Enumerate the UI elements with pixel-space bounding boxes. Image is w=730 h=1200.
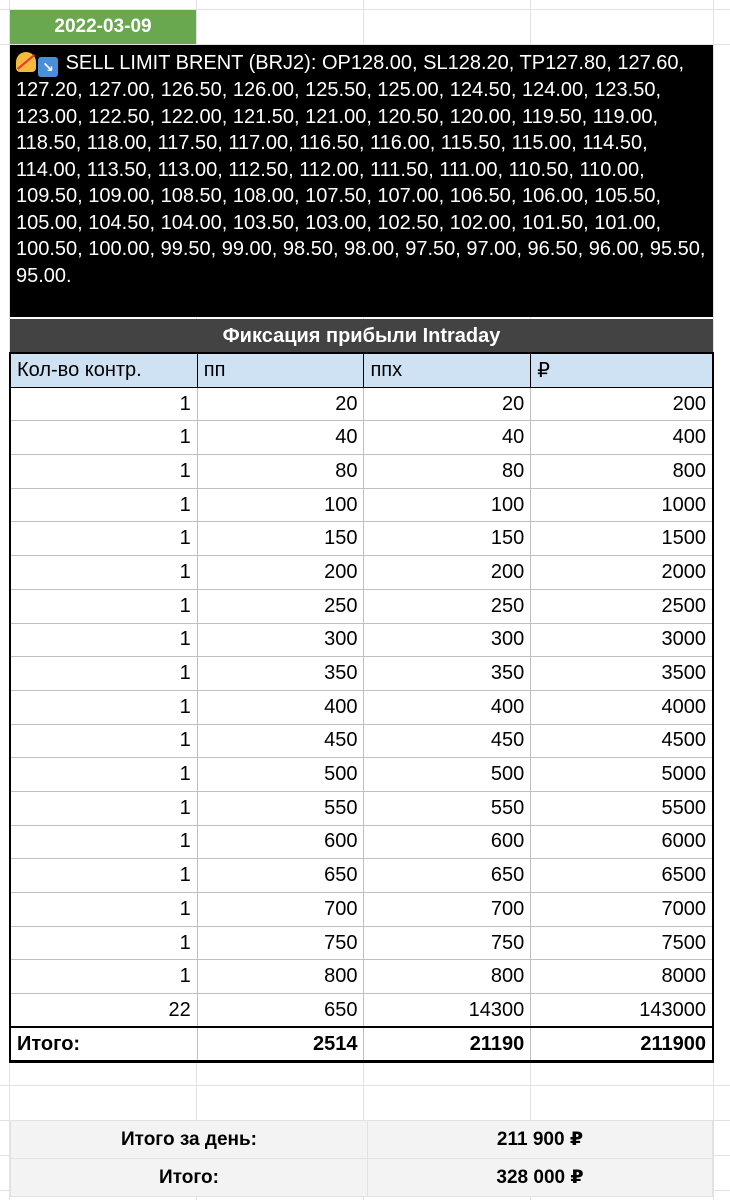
cell-contracts[interactable]: 1	[11, 589, 198, 623]
table-row	[11, 960, 713, 994]
cell-ppx[interactable]: 550	[364, 791, 531, 825]
cell-pp[interactable]: 20	[197, 387, 364, 421]
cell-ppx[interactable]: 800	[364, 960, 531, 994]
cell-ppx[interactable]: 400	[364, 690, 531, 724]
header-rub[interactable]: ₽	[531, 354, 713, 388]
cell-contracts[interactable]: 1	[11, 690, 198, 724]
total-ppx[interactable]: 21190	[364, 1027, 531, 1061]
table-row	[11, 994, 713, 1028]
cell-ppx[interactable]: 600	[364, 825, 531, 859]
cell-pp[interactable]: 800	[197, 960, 364, 994]
total-label[interactable]: Итого:	[11, 1027, 198, 1061]
cell-pp[interactable]: 40	[197, 421, 364, 455]
cell-rub[interactable]: 2500	[531, 589, 713, 623]
table-row	[11, 859, 713, 893]
cell-pp[interactable]: 200	[197, 556, 364, 590]
cell-rub[interactable]: 6500	[531, 859, 713, 893]
cell-rub[interactable]: 3000	[531, 623, 713, 657]
table-row	[11, 455, 713, 489]
cell-ppx[interactable]: 80	[364, 455, 531, 489]
cell-rub[interactable]: 7000	[531, 893, 713, 927]
cell-contracts[interactable]: 1	[11, 522, 198, 556]
day-total-label[interactable]: Итого за день:	[11, 1121, 368, 1159]
signal-header: SELL LIMIT BRENT (BRJ2):	[65, 52, 317, 74]
cell-pp[interactable]: 250	[197, 589, 364, 623]
cell-rub[interactable]: 1000	[531, 488, 713, 522]
header-contracts[interactable]: Кол-во контр.	[11, 354, 198, 388]
table-row	[11, 522, 713, 556]
table-row	[11, 556, 713, 590]
cell-ppx[interactable]: 150	[364, 522, 531, 556]
cell-rub[interactable]: 3500	[531, 657, 713, 691]
cell-contracts[interactable]: 1	[11, 791, 198, 825]
cell-pp[interactable]: 500	[197, 758, 364, 792]
cell-contracts[interactable]: 1	[11, 724, 198, 758]
summary-table	[10, 1120, 713, 1197]
cell-pp[interactable]: 400	[197, 690, 364, 724]
cell-pp[interactable]: 80	[197, 455, 364, 489]
cell-contracts[interactable]: 1	[11, 623, 198, 657]
cell-contracts[interactable]: 1	[11, 657, 198, 691]
signal-levels: OP128.00, SL128.20, TP127.80, 127.60, 127.20, 127.00, 126.50, 126.00, 125.50, 125.00, 124.50, 124.00, 123.50, 123.00, 122.50, 122.00, 121.50, 121.00, 120.50, 120.00, 119.50, 119.00, 118.50, 118.00, 117.50, 117.00, 116.50, 116.00, 115.50, 115.00, 114.50, 114.00, 113.50, 113.00, 112.50, 112.00, 111.50, 111.00, 110.50, 110.00, 109.50, 109.00, 108.50, 108.00, 107.50, 107.00, 106.50, 106.00, 105.50, 105.00, 104.50, 104.00, 103.50, 103.00, 102.50, 102.00, 101.50, 101.00, 100.50, 100.00, 99.50, 99.00, 98.50, 98.00, 97.50, 97.00, 96.50, 96.00, 95.50, 95.00.	[16, 52, 706, 287]
cell-contracts[interactable]: 1	[11, 758, 198, 792]
table-row	[11, 421, 713, 455]
table-row	[11, 758, 713, 792]
total-row	[11, 1027, 713, 1061]
total-pp[interactable]: 2514	[197, 1027, 364, 1061]
cell-pp[interactable]: 450	[197, 724, 364, 758]
cell-rub[interactable]: 7500	[531, 926, 713, 960]
day-total-row	[11, 1121, 713, 1159]
cell-ppx[interactable]: 200	[364, 556, 531, 590]
cell-pp[interactable]: 150	[197, 522, 364, 556]
down-right-arrow-icon: ↘	[38, 57, 58, 77]
cell-rub[interactable]: 400	[531, 421, 713, 455]
cell-ppx[interactable]: 450	[364, 724, 531, 758]
table-row	[11, 387, 713, 421]
section-title[interactable]: Фиксация прибыли Intraday	[10, 319, 713, 353]
cell-contracts[interactable]: 1	[11, 825, 198, 859]
cell-pp[interactable]: 650	[197, 859, 364, 893]
cell-ppx[interactable]: 40	[364, 421, 531, 455]
cell-rub[interactable]: 4500	[531, 724, 713, 758]
table-row	[11, 488, 713, 522]
bell-off-icon	[16, 52, 36, 72]
grand-total-row	[11, 1159, 713, 1197]
cell-contracts[interactable]: 1	[11, 488, 198, 522]
total-rub[interactable]: 211900	[531, 1027, 713, 1061]
cell-rub[interactable]: 5500	[531, 791, 713, 825]
cell-ppx[interactable]: 650	[364, 859, 531, 893]
cell-contracts[interactable]: 1	[11, 556, 198, 590]
cell-pp[interactable]: 550	[197, 791, 364, 825]
cell-rub[interactable]: 8000	[531, 960, 713, 994]
table-row	[11, 657, 713, 691]
cell-contracts[interactable]: 1	[11, 960, 198, 994]
cell-contracts[interactable]: 1	[11, 421, 198, 455]
header-ppx[interactable]: ппх	[364, 354, 531, 388]
cell-pp[interactable]: 650	[197, 994, 364, 1028]
table-row	[11, 825, 713, 859]
cell-ppx[interactable]: 750	[364, 926, 531, 960]
cell-rub[interactable]: 2000	[531, 556, 713, 590]
trade-signal-cell[interactable]	[10, 45, 713, 317]
cell-pp[interactable]: 300	[197, 623, 364, 657]
table-header-row	[11, 354, 713, 388]
table-row	[11, 589, 713, 623]
cell-pp[interactable]: 100	[197, 488, 364, 522]
cell-pp[interactable]: 350	[197, 657, 364, 691]
cell-rub[interactable]: 6000	[531, 825, 713, 859]
header-pp[interactable]: пп	[197, 354, 364, 388]
grand-total-label[interactable]: Итого:	[11, 1159, 368, 1197]
table-row	[11, 791, 713, 825]
cell-rub[interactable]: 1500	[531, 522, 713, 556]
cell-rub[interactable]: 143000	[531, 994, 713, 1028]
table-row	[11, 893, 713, 927]
cell-ppx[interactable]: 350	[364, 657, 531, 691]
cell-ppx[interactable]: 20	[364, 387, 531, 421]
cell-contracts[interactable]: 22	[11, 994, 198, 1028]
table-row	[11, 724, 713, 758]
cell-rub[interactable]: 800	[531, 455, 713, 489]
cell-pp[interactable]: 600	[197, 825, 364, 859]
cell-contracts[interactable]: 1	[11, 859, 198, 893]
cell-ppx[interactable]: 700	[364, 893, 531, 927]
table-row	[11, 690, 713, 724]
cell-rub[interactable]: 4000	[531, 690, 713, 724]
cell-pp[interactable]: 700	[197, 893, 364, 927]
day-total-value[interactable]: 211 900 ₽	[368, 1121, 713, 1159]
cell-contracts[interactable]: 1	[11, 387, 198, 421]
cell-ppx[interactable]: 300	[364, 623, 531, 657]
cell-ppx[interactable]: 14300	[364, 994, 531, 1028]
cell-contracts[interactable]: 1	[11, 926, 198, 960]
cell-ppx[interactable]: 250	[364, 589, 531, 623]
cell-contracts[interactable]: 1	[11, 455, 198, 489]
grand-total-value[interactable]: 328 000 ₽	[368, 1159, 713, 1197]
cell-pp[interactable]: 750	[197, 926, 364, 960]
table-row	[11, 623, 713, 657]
cell-ppx[interactable]: 100	[364, 488, 531, 522]
profit-table	[10, 353, 713, 1062]
date-cell[interactable]: 2022-03-09	[10, 10, 196, 44]
cell-contracts[interactable]: 1	[11, 893, 198, 927]
cell-rub[interactable]: 5000	[531, 758, 713, 792]
table-row	[11, 926, 713, 960]
cell-rub[interactable]: 200	[531, 387, 713, 421]
cell-ppx[interactable]: 500	[364, 758, 531, 792]
